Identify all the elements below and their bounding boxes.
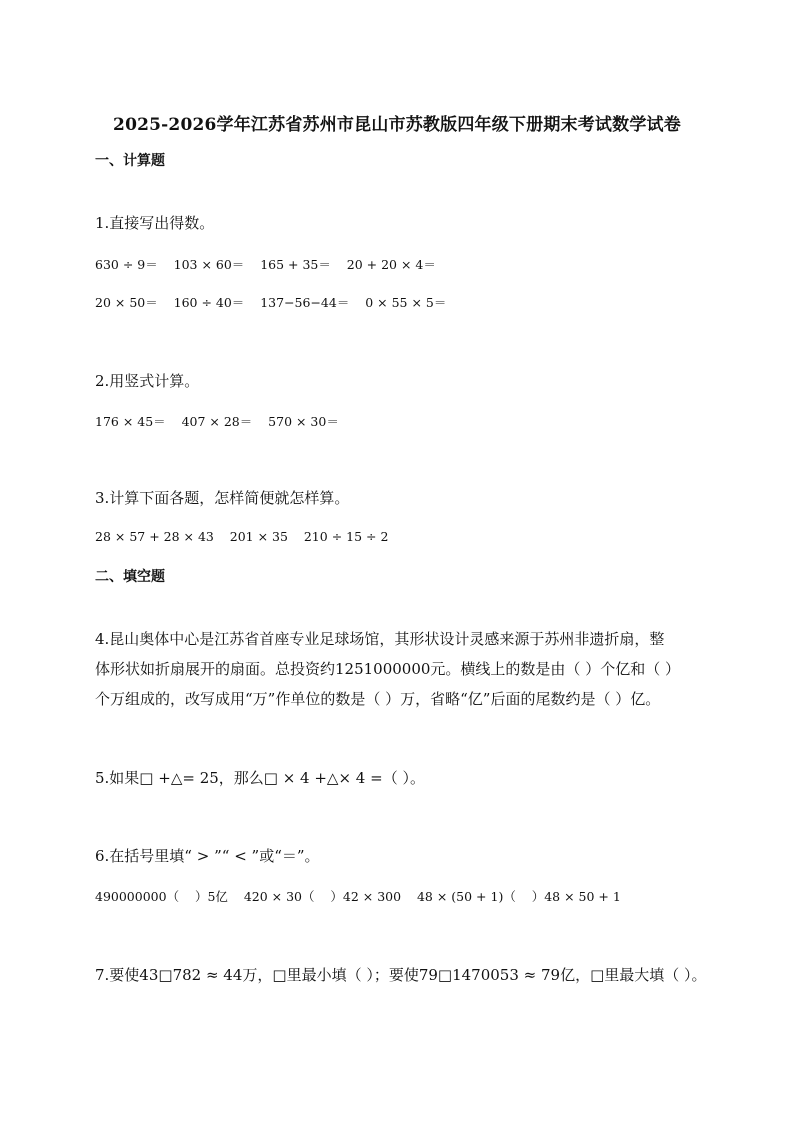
question-4-line-3: 个万组成的，改写成用“万”作单位的数是（ ）万，省略“亿”后面的尾数约是（ ）亿。 [95, 690, 661, 708]
section-heading-fill-in: 二、填空题 [95, 569, 165, 585]
question-3-row-1: 28 × 57 + 28 × 43 201 × 35 210 ÷ 15 ÷ 2 [95, 529, 389, 544]
section-heading-calculation: 一、计算题 [95, 153, 165, 169]
question-4-line-1: 4.昆山奥体中心是江苏省首座专业足球场馆，其形状设计灵感来源于苏州非遗折扇，整 [95, 630, 665, 648]
question-3-text: 3.计算下面各题，怎样简便就怎样算。 [95, 489, 350, 507]
question-7-text: 7.要使43□782 ≈ 44万，□里最小填（ ）；要使79□1470053 ≈ 79亿，□里最大填（ ）。 [95, 966, 707, 984]
question-6-text: 6.在括号里填“ > ”“ < ”或“＝”。 [95, 847, 320, 865]
question-2-row-1: 176 × 45＝ 407 × 28＝ 570 × 30＝ [95, 414, 339, 429]
question-1-row-1: 630 ÷ 9＝ 103 × 60＝ 165 + 35＝ 20 + 20 × 4＝ [95, 257, 436, 272]
question-4-paragraph [95, 624, 715, 714]
question-4-line-2: 体形状如折扇展开的扇面。总投资约1251000000元。横线上的数是由（ ）个亿和（ ） [95, 660, 680, 678]
page-title: 2025-2026学年江苏省苏州市昆山市苏教版四年级下册期末考试数学试卷 [113, 115, 681, 135]
question-1-text: 1.直接写出得数。 [95, 214, 215, 232]
question-2-text: 2.用竖式计算。 [95, 372, 200, 390]
question-1-row-2: 20 × 50＝ 160 ÷ 40＝ 137−56−44＝ 0 × 55 × 5＝ [95, 295, 447, 310]
question-6-row-1: 490000000（ ）5亿 420 × 30（ ）42 × 300 48 × (50 + 1)（ ）48 × 50 + 1 [95, 889, 621, 904]
question-5-text: 5.如果□ +△= 25，那么□ × 4 +△× 4 =（ ）。 [95, 769, 425, 787]
